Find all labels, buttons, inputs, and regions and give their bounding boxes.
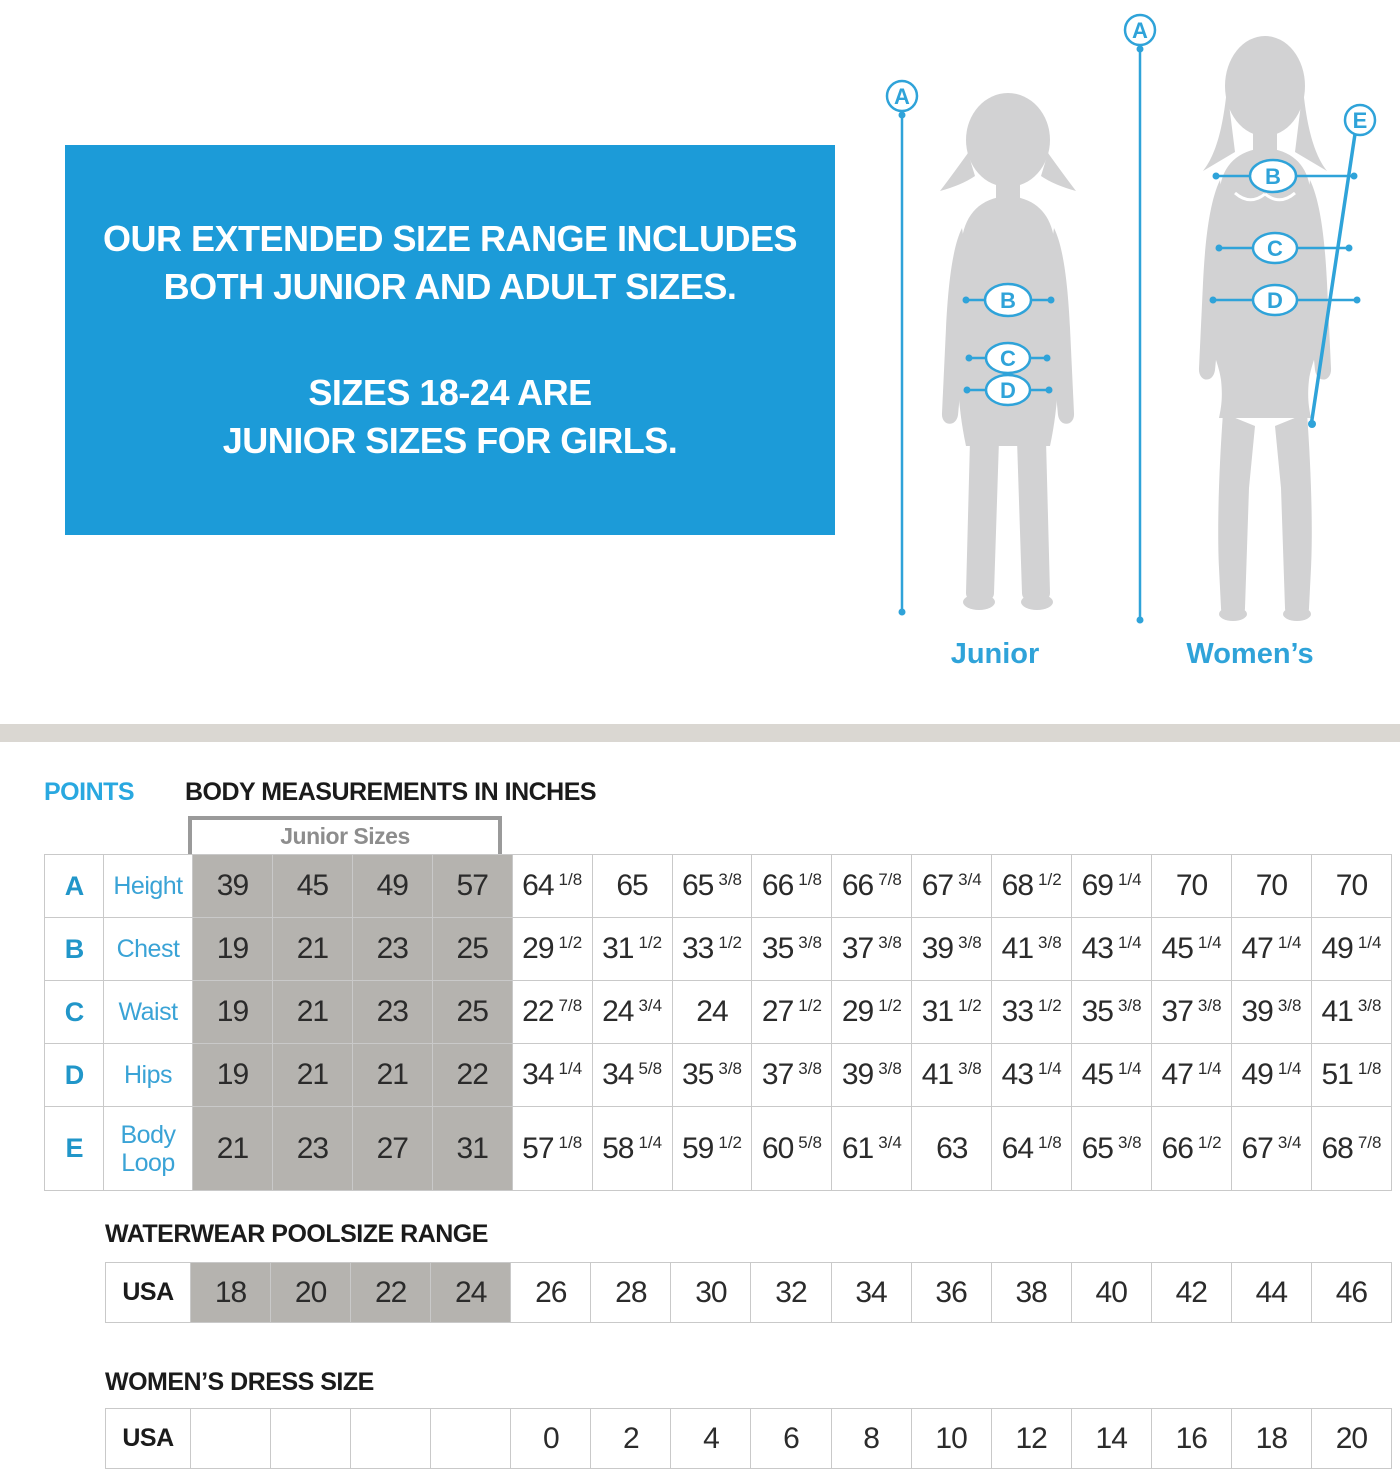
size-cell: 29 $^{1/2}$	[512, 918, 592, 981]
size-cell: 24 $^{3/4}$	[592, 981, 672, 1044]
size-cell: 47 $^{1/4}$	[1231, 918, 1311, 981]
point-d-letter: D	[1000, 378, 1016, 403]
size-cell: 27 $^{1/2}$	[752, 981, 832, 1044]
size-cell: 46	[1311, 1263, 1391, 1323]
info-banner	[65, 145, 835, 535]
size-cell: 16	[1151, 1409, 1231, 1469]
size-cell: 32	[751, 1263, 831, 1323]
banner-paragraph-2	[65, 369, 835, 465]
size-cell: 22	[432, 1044, 512, 1107]
size-cell: 35 $^{3/8}$	[672, 1044, 752, 1107]
size-cell: 66 $^{1/2}$	[1152, 1107, 1232, 1191]
size-cell: 45 $^{1/4}$	[1152, 918, 1232, 981]
size-cell: 70	[1231, 855, 1311, 918]
size-cell: 37 $^{3/8}$	[752, 1044, 832, 1107]
size-cell: 41 $^{3/8}$	[992, 918, 1072, 981]
size-cell: 22 $^{7/8}$	[512, 981, 592, 1044]
banner-line: BOTH JUNIOR AND ADULT SIZES.	[163, 266, 737, 307]
measurements-heading: BODY MEASUREMENTS IN INCHES	[185, 778, 597, 806]
point-d-letter: D	[1267, 288, 1283, 313]
measurements-table	[44, 854, 1392, 1191]
size-cell: 30	[671, 1263, 751, 1323]
dress-row-label: USA	[106, 1409, 191, 1469]
point-letter-cell: A	[45, 855, 104, 918]
size-cell: 18	[191, 1263, 271, 1323]
size-cell: 57	[432, 855, 512, 918]
size-cell: 65 $^{3/8}$	[1072, 1107, 1152, 1191]
size-cell: 33 $^{1/2}$	[672, 918, 752, 981]
size-cell: 24	[672, 981, 752, 1044]
empty-cell	[431, 1409, 511, 1469]
poolsize-row	[106, 1263, 1392, 1323]
poolsize-heading: WATERWEAR POOLSIZE RANGE	[105, 1220, 488, 1248]
size-cell: 70	[1311, 855, 1391, 918]
size-cell: 23	[352, 981, 432, 1044]
size-cell: 45	[272, 855, 352, 918]
size-cell: 6	[751, 1409, 831, 1469]
size-cell: 37 $^{3/8}$	[1152, 981, 1232, 1044]
dress-row	[106, 1409, 1392, 1469]
size-cell: 31 $^{1/2}$	[592, 918, 672, 981]
size-cell: 64 $^{1/8}$	[992, 1107, 1072, 1191]
measurement-row	[45, 1044, 1392, 1107]
size-cell: 58 $^{1/4}$	[592, 1107, 672, 1191]
size-cell: 47 $^{1/4}$	[1152, 1044, 1232, 1107]
size-cell: 37 $^{3/8}$	[832, 918, 912, 981]
size-cell: 57 $^{1/8}$	[512, 1107, 592, 1191]
size-cell: 69 $^{1/4}$	[1072, 855, 1152, 918]
size-cell: 23	[352, 918, 432, 981]
size-cell: 23	[272, 1107, 352, 1191]
womens-figure	[1115, 8, 1385, 648]
banner-line: OUR EXTENDED SIZE RANGE INCLUDES	[102, 218, 798, 259]
size-cell: 65 $^{3/8}$	[672, 855, 752, 918]
measurement-row	[45, 855, 1392, 918]
point-label-cell: Height	[104, 855, 193, 918]
size-cell: 31 $^{1/2}$	[912, 981, 992, 1044]
size-cell: 31	[432, 1107, 512, 1191]
size-cell: 24	[431, 1263, 511, 1323]
empty-cell	[191, 1409, 271, 1469]
size-cell: 22	[351, 1263, 431, 1323]
size-cell: 41 $^{3/8}$	[1311, 981, 1391, 1044]
size-cell: 34 $^{1/4}$	[512, 1044, 592, 1107]
point-a-letter: A	[894, 84, 910, 109]
size-cell: 21	[272, 1044, 352, 1107]
size-cell: 39 $^{3/8}$	[832, 1044, 912, 1107]
size-cell: 4	[671, 1409, 751, 1469]
banner-line: SIZES 18-24 ARE	[308, 372, 592, 413]
size-cell: 67 $^{3/4}$	[912, 855, 992, 918]
size-cell: 18	[1231, 1409, 1311, 1469]
point-label-cell: Hips	[104, 1044, 193, 1107]
size-cell: 40	[1071, 1263, 1151, 1323]
size-cell: 66 $^{7/8}$	[832, 855, 912, 918]
size-cell: 25	[432, 918, 512, 981]
point-c-letter: C	[1000, 346, 1016, 371]
measurement-row	[45, 1107, 1392, 1191]
measurement-row	[45, 981, 1392, 1044]
size-cell: 41 $^{3/8}$	[912, 1044, 992, 1107]
poolsize-row-label: USA	[106, 1263, 191, 1323]
dress-table	[105, 1408, 1392, 1469]
size-cell: 36	[911, 1263, 991, 1323]
size-cell: 59 $^{1/2}$	[672, 1107, 752, 1191]
size-cell: 49 $^{1/4}$	[1231, 1044, 1311, 1107]
size-tables-section	[0, 742, 1400, 1476]
size-cell: 0	[511, 1409, 591, 1469]
point-letter-cell: D	[45, 1044, 104, 1107]
size-cell: 43 $^{1/4}$	[1072, 918, 1152, 981]
junior-label: Junior	[950, 638, 1040, 670]
size-cell: 45 $^{1/4}$	[1072, 1044, 1152, 1107]
size-cell: 19	[193, 918, 273, 981]
size-cell: 68 $^{7/8}$	[1311, 1107, 1391, 1191]
size-cell: 68 $^{1/2}$	[992, 855, 1072, 918]
size-cell: 35 $^{3/8}$	[1072, 981, 1152, 1044]
size-cell: 27	[352, 1107, 432, 1191]
size-cell: 20	[1311, 1409, 1391, 1469]
size-cell: 19	[193, 1044, 273, 1107]
size-cell: 61 $^{3/4}$	[832, 1107, 912, 1191]
size-cell: 60 $^{5/8}$	[752, 1107, 832, 1191]
size-cell: 21	[352, 1044, 432, 1107]
point-a-letter: A	[1132, 18, 1148, 43]
size-cell: 20	[271, 1263, 351, 1323]
size-cell: 39	[193, 855, 273, 918]
size-cell: 67 $^{3/4}$	[1231, 1107, 1311, 1191]
size-cell: 14	[1071, 1409, 1151, 1469]
point-letter-cell: E	[45, 1107, 104, 1191]
empty-cell	[351, 1409, 431, 1469]
poolsize-table	[105, 1262, 1392, 1323]
size-cell: 38	[991, 1263, 1071, 1323]
size-cell: 63	[912, 1107, 992, 1191]
size-cell: 21	[272, 918, 352, 981]
size-cell: 51 $^{1/8}$	[1311, 1044, 1391, 1107]
size-cell: 33 $^{1/2}$	[992, 981, 1072, 1044]
size-cell: 12	[991, 1409, 1071, 1469]
womens-silhouette	[1199, 36, 1331, 621]
size-cell: 70	[1152, 855, 1232, 918]
womens-silhouette-diagram	[1115, 8, 1385, 648]
dress-heading: WOMEN’S DRESS SIZE	[105, 1368, 374, 1396]
point-label-cell: Chest	[104, 918, 193, 981]
size-cell: 25	[432, 981, 512, 1044]
point-label-cell: Body Loop	[104, 1107, 193, 1191]
point-letter-cell: B	[45, 918, 104, 981]
size-cell: 34 $^{5/8}$	[592, 1044, 672, 1107]
banner-line: JUNIOR SIZES FOR GIRLS.	[222, 420, 678, 461]
size-cell: 65	[592, 855, 672, 918]
size-cell: 34	[831, 1263, 911, 1323]
size-cell: 42	[1151, 1263, 1231, 1323]
size-cell: 21	[272, 981, 352, 1044]
size-cell: 29 $^{1/2}$	[832, 981, 912, 1044]
size-cell: 49	[352, 855, 432, 918]
womens-label: Women’s	[1186, 638, 1314, 670]
measurement-row	[45, 918, 1392, 981]
point-b-letter: B	[1265, 164, 1281, 189]
points-heading: POINTS	[44, 778, 135, 806]
size-cell: 39 $^{3/8}$	[912, 918, 992, 981]
point-b-letter: B	[1000, 288, 1016, 313]
junior-silhouette-diagram	[880, 58, 1110, 638]
size-cell: 44	[1231, 1263, 1311, 1323]
size-cell: 2	[591, 1409, 671, 1469]
point-label-cell: Waist	[104, 981, 193, 1044]
size-cell: 28	[591, 1263, 671, 1323]
size-cell: 35 $^{3/8}$	[752, 918, 832, 981]
junior-sizes-bracket: Junior Sizes	[188, 816, 502, 856]
size-cell: 43 $^{1/4}$	[992, 1044, 1072, 1107]
size-cell: 26	[511, 1263, 591, 1323]
size-cell: 64 $^{1/8}$	[512, 855, 592, 918]
size-cell: 8	[831, 1409, 911, 1469]
size-cell: 19	[193, 981, 273, 1044]
size-cell: 10	[911, 1409, 991, 1469]
point-c-letter: C	[1267, 236, 1283, 261]
point-letter-cell: C	[45, 981, 104, 1044]
banner-paragraph-1	[65, 215, 835, 311]
section-divider	[0, 724, 1400, 742]
size-cell: 39 $^{3/8}$	[1231, 981, 1311, 1044]
junior-figure	[880, 58, 1110, 638]
size-cell: 66 $^{1/8}$	[752, 855, 832, 918]
point-e-letter: E	[1352, 108, 1368, 133]
size-cell: 21	[193, 1107, 273, 1191]
size-cell: 49 $^{1/4}$	[1311, 918, 1391, 981]
empty-cell	[271, 1409, 351, 1469]
